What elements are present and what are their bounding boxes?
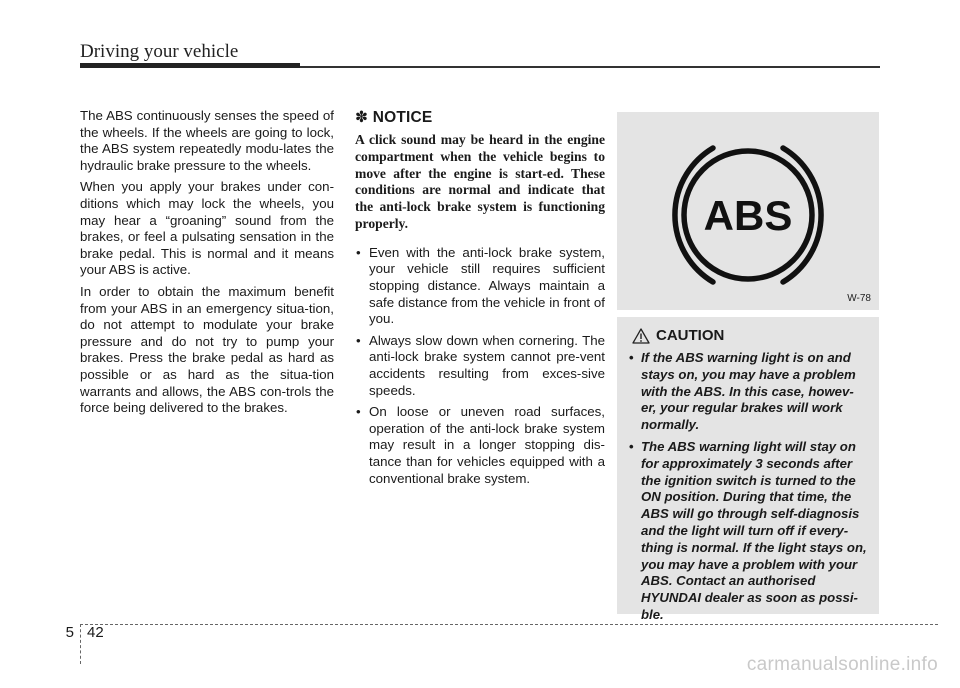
footer-divider — [80, 624, 938, 625]
paragraph: When you apply your brakes under con-ditions which may lock the wheels, you may hear a “groaning” sound from the brakes, or feel a pulsating sensation in the brake pedal. This is normal and it means your ABS is active. — [80, 179, 334, 278]
notice-text: A click sound may be heard in the engine compartment when the vehicle begins to move after the engine is start-ed. These conditions are normal and indicate that the anti-lock brake system is functioning properly. — [355, 132, 605, 231]
list-item: • On loose or uneven road surfaces, operation of the anti-lock brake system may result in a longer stopping dis-tance than for vehicles equipped with a conventional brake system. — [355, 404, 605, 487]
abs-warning-light-icon — [617, 112, 879, 310]
paragraph: In order to obtain the maximum benefit from your ABS in an emergency situa-tion, do not attempt to modulate your brake pressure and do not try to pump your brakes. Press the brake pedal as hard as possible or as hard as the situa-tion warrants and allows, the ABS con-trols the force being delivered to the brakes. — [80, 283, 334, 416]
left-column — [80, 108, 334, 422]
abs-figure — [617, 112, 879, 310]
section-title: Driving your vehicle — [80, 41, 239, 62]
list-item: • If the ABS warning light is on and stays on, you may have a problem with the ABS. In this case, howev-er, your regular brakes will work normally. — [629, 350, 869, 434]
list-item: • Always slow down when cornering. The anti-lock brake system cannot pre-vent accidents resulting from exces-sive speeds. — [355, 333, 605, 399]
chapter-number: 5 — [65, 624, 74, 641]
notice-title: ✽ NOTICE — [355, 109, 433, 126]
caution-bullet-list — [629, 350, 869, 624]
caution-box — [617, 317, 879, 622]
notice-section — [355, 108, 605, 492]
header-rule-thin — [300, 66, 880, 68]
notice-bullet-list — [355, 245, 605, 487]
abs-icon-text: ABS — [703, 192, 793, 239]
footer-vertical-divider — [80, 624, 81, 664]
list-item: • Even with the anti-lock brake system, your vehicle still requires sufficient stopping distance. Always maintain a safe distance from the vehicle in front of you. — [355, 245, 605, 328]
header-rule-thick — [80, 63, 300, 68]
caution-header — [632, 327, 869, 344]
caution-title: CAUTION — [656, 327, 725, 344]
list-item: • The ABS warning light will stay on for approximately 3 seconds after the ignition switch is turned to the ON position. During that time, the ABS will go through self-diagnosis and the light will turn off if every-thing is normal. If the light stays on, you may have a problem with your ABS. Contact an authorised HYUNDAI dealer as soon as possi-ble. — [629, 439, 869, 624]
warning-triangle-icon — [632, 328, 650, 344]
page-number: 42 — [87, 624, 104, 641]
watermark: carmanualsonline.info — [746, 654, 938, 675]
figure-label: W-78 — [847, 293, 871, 304]
paragraph: The ABS continuously senses the speed of the wheels. If the wheels are going to lock, the ABS system repeatedly modu-lates the hydraulic brake pressure to the wheels. — [80, 108, 334, 173]
